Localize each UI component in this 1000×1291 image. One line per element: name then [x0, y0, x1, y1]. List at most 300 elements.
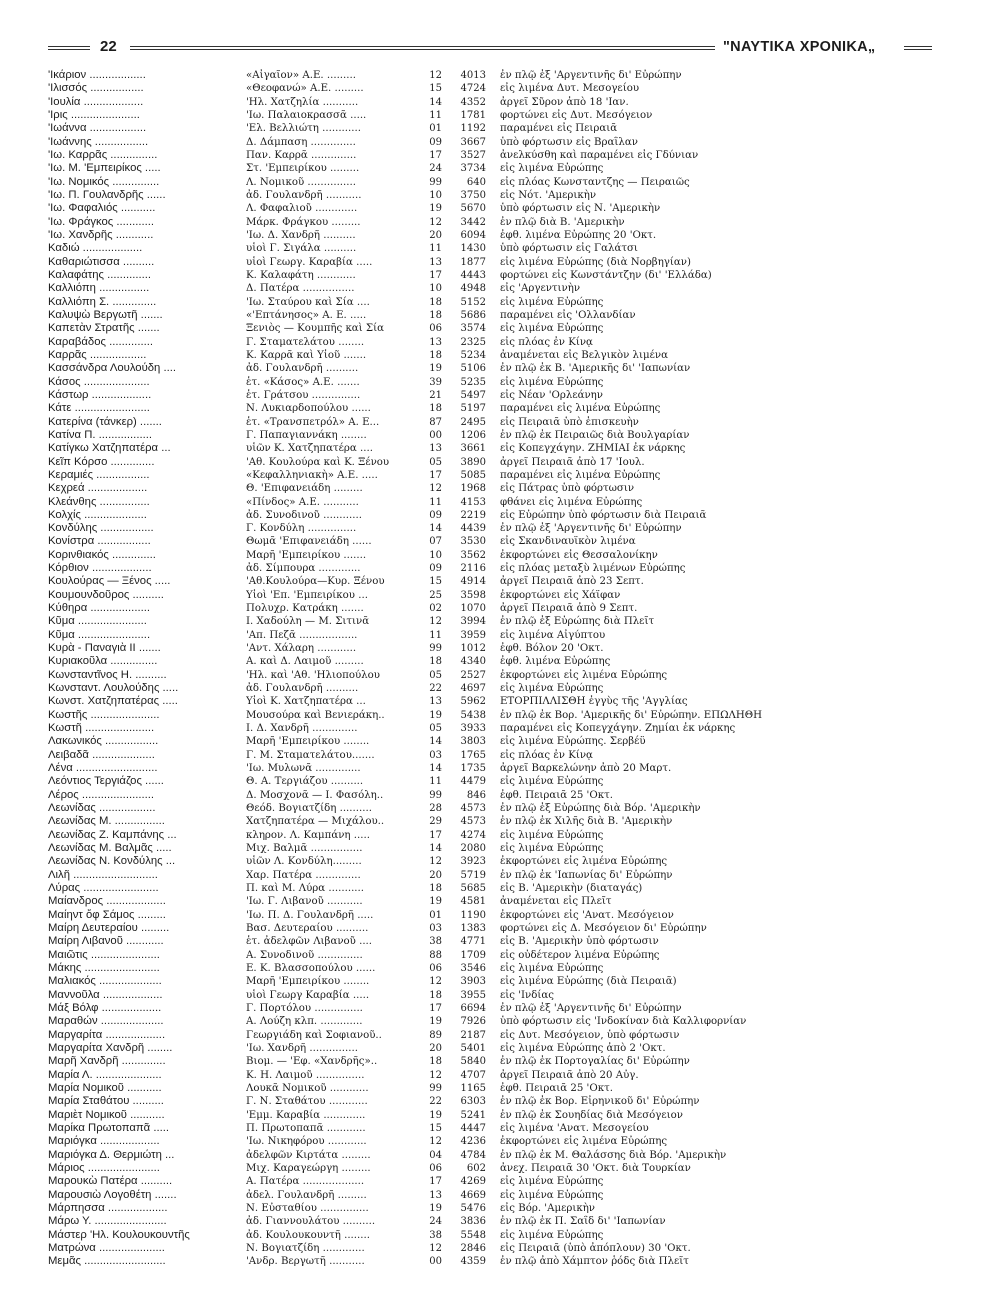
ship-tonnage: 4784 — [460, 1149, 486, 1161]
ship-name: Κεραμιές ................. — [48, 468, 150, 481]
ship-tonnage: 2846 — [460, 1242, 486, 1254]
ship-position: εἰς Βόρ. 'Αμερικὴν — [500, 1202, 596, 1214]
ship-entry-row — [48, 1122, 948, 1135]
ship-owner: «Πίνδος» Α.Ε. ........... — [246, 496, 359, 508]
ship-year: 39 — [429, 376, 442, 388]
ship-tonnage: 5685 — [460, 883, 486, 895]
header-rule-middle — [130, 46, 715, 50]
ship-name: Μαριὲτ Νομικοῦ ........... — [48, 1108, 165, 1121]
ship-year: 13 — [429, 336, 442, 348]
ship-entry-row — [48, 989, 948, 1002]
ship-name: 'Ιω. Φαφαλιός ........... — [48, 202, 156, 215]
ship-owner: ἑτ. «Κάσος» Α.Ε. ....... — [246, 376, 360, 388]
ship-entry-row — [48, 269, 948, 282]
ship-year: 24 — [429, 1216, 442, 1228]
ship-entry-row — [48, 1135, 948, 1148]
ship-position: ἐν πλῷ ἐκ 'Ιαπωνίας δι' Εὐρώπην — [500, 869, 673, 881]
ship-year: 14 — [429, 96, 442, 108]
ship-year: 17 — [429, 1002, 442, 1014]
ship-name: Μαραθών .................... — [48, 1015, 164, 1028]
ship-position: εἰς λιμένα Εὐρώπης — [500, 683, 604, 695]
ship-tonnage: 3890 — [460, 456, 486, 468]
ship-year: 18 — [429, 309, 442, 321]
ship-entry-row — [48, 1189, 948, 1202]
ship-year: 22 — [429, 1096, 442, 1108]
ship-position: ἐν πλῷ ἐκ Πορτογαλίας δι' Εὐρώπην — [500, 1056, 690, 1068]
ship-year: 18 — [429, 989, 442, 1001]
ship-year: 20 — [429, 869, 442, 881]
ship-position: εἰς λιμένα Εὐρώπης — [500, 829, 604, 841]
ship-name: Μαίηντ ὄφ Σάμος ......... — [48, 908, 166, 921]
ship-entry-row — [48, 975, 948, 988]
ship-owner: Δ. Δάμπαση .............. — [246, 136, 356, 148]
ship-entry-row — [48, 789, 948, 802]
ship-tonnage: 5840 — [460, 1056, 486, 1068]
ship-entry-row — [48, 762, 948, 775]
ship-year: 11 — [429, 243, 442, 255]
ship-name: Κουμουνδοῦρος .......... — [48, 588, 164, 601]
ship-tonnage: 4479 — [460, 776, 486, 788]
ship-entry-row — [48, 1215, 948, 1228]
ship-entry-row — [48, 282, 948, 295]
ship-tonnage: 1781 — [460, 109, 486, 121]
ship-name: Μαρῆ Χανδρῆ .............. — [48, 1055, 166, 1068]
ship-name: Κουλούρας — Ξένος ..... — [48, 575, 171, 588]
ship-tonnage: 640 — [466, 176, 486, 188]
ship-name: 'Ιω. Νομικός ............... — [48, 175, 160, 188]
ship-tonnage: 5719 — [460, 869, 486, 881]
ship-entry-row — [48, 615, 948, 628]
ship-name: Μαριόγκα ................... — [48, 1135, 160, 1148]
ship-tonnage: 5438 — [460, 709, 486, 721]
ship-entry-row — [48, 189, 948, 202]
ship-name: Κονίστρα ................. — [48, 535, 151, 548]
ship-position: ἐν πλῷ ἀπὸ Χάμπτον ῥόδς διὰ Πλεῖτ — [500, 1256, 689, 1268]
ship-position: εἰς λιμένα Εὐρώπης (διὰ Νορβηγίαν) — [500, 256, 691, 268]
ship-position: εἰς λιμένα Εὐρώπης — [500, 1229, 604, 1241]
ship-entry-row — [48, 682, 948, 695]
ship-position: ἐν πλῷ ἐκ Βορ. 'Αμερικῆς δι' Εὐρώπην. ΕΠΩΛΗΘΗ — [500, 709, 763, 721]
ship-entry-row — [48, 229, 948, 242]
ship-entry-row — [48, 1109, 948, 1122]
ship-tonnage: 6303 — [460, 1096, 486, 1108]
ship-tonnage: 4439 — [460, 523, 486, 535]
ship-position: εἰς λιμένα Εὐρώπης — [500, 1176, 604, 1188]
ship-position: ἐν πλῷ ἐξ 'Αργεντινῆς δι' Εὐρώπην — [500, 1002, 682, 1014]
ship-year: 24 — [429, 163, 442, 175]
ship-tonnage: 4724 — [460, 83, 486, 95]
ship-entry-row — [48, 642, 948, 655]
ship-owner: 'Ανδρ. Βεργωτῆ ........... — [246, 1256, 365, 1268]
ship-entry-row — [48, 496, 948, 509]
ship-owner: «Αἰγαῖον» Α.Ε. ......... — [246, 70, 356, 81]
ship-entry-row — [48, 149, 948, 162]
ship-entry-row — [48, 376, 948, 389]
ship-year: 13 — [429, 443, 442, 455]
ship-owner: 'Ελ. Βελλιώτη ............ — [246, 123, 361, 135]
ship-name: Μάστερ 'Ηλ. Κουλουκουντῆς — [48, 1228, 190, 1241]
page-number: 22 — [100, 38, 117, 55]
ship-year: 19 — [429, 1016, 442, 1028]
ship-position: παραμένει εἰς λιμένα Εὐρώπης — [500, 403, 661, 415]
ship-owner: ἀδ. Συνοδινοῦ ............ — [246, 509, 362, 521]
ship-position: ἐφθ. λιμένα Εὐρώπης 20 'Οκτ. — [500, 229, 657, 241]
ship-owner: Μάρκ. Φράγκου ......... — [246, 216, 361, 228]
ship-position: εἰς λιμένα Εὐρώπης — [500, 843, 604, 855]
ship-owner: ἑτ. «Τρανσπετρόλ» Α. Ε... — [246, 416, 380, 428]
ship-tonnage: 3442 — [460, 216, 486, 228]
ship-tonnage: 5085 — [460, 469, 486, 481]
ship-name: Κονδύλης ................. — [48, 522, 154, 535]
ship-entry-row — [48, 922, 948, 935]
ship-year: 01 — [429, 123, 442, 135]
ship-year: 12 — [429, 483, 442, 495]
ship-owner: Υἱοὶ Κ. Χατζηπατέρα ... — [246, 696, 366, 708]
ship-tonnage: 2080 — [460, 843, 486, 855]
ship-tonnage: 4352 — [460, 96, 486, 108]
ship-tonnage: 4771 — [460, 936, 486, 948]
ship-entry-row — [48, 695, 948, 708]
ship-position: εἰς Εὐρώπην ὑπὸ φόρτωσιν διὰ Πειραιᾶ — [500, 509, 707, 521]
ship-position: εἰς λιμένα Αἰγύπτου — [500, 629, 606, 641]
ship-owner: ἀδελ. Γουλανδρῆ ......... — [246, 1189, 367, 1201]
ship-entry-row — [48, 735, 948, 748]
ship-entry-row — [48, 336, 948, 349]
ship-year: 18 — [429, 1056, 442, 1068]
ship-name: Μαίρη Λιβανοῦ ............ — [48, 935, 164, 948]
ship-entry-row — [48, 589, 948, 602]
ship-year: 87 — [429, 416, 442, 428]
ship-position: εἰς 'Ινδίας — [500, 989, 554, 1001]
ship-tonnage: 1190 — [460, 909, 486, 921]
ship-name: Μαρία Λ. ..................... — [48, 1068, 162, 1081]
ship-tonnage: 4013 — [460, 70, 486, 81]
ship-tonnage: 3574 — [460, 323, 486, 335]
ship-entry-row — [48, 256, 948, 269]
ship-entry-row — [48, 122, 948, 135]
ship-year: 10 — [429, 283, 442, 295]
ship-year: 05 — [429, 456, 442, 468]
ship-owner: Π. Πρωτοπαπᾶ ............ — [246, 1122, 366, 1134]
ship-name: Λεωνίδας Μ. Βαλμᾶς ..... — [48, 842, 172, 855]
ship-entry-row — [48, 962, 948, 975]
ship-name: Κόρθιον ................... — [48, 562, 152, 575]
ship-year: 14 — [429, 763, 442, 775]
ship-year: 25 — [429, 589, 442, 601]
ship-owner: Βιομ. — 'Εφ. «Χανδρῆς».. — [246, 1056, 378, 1068]
ship-year: 12 — [429, 1069, 442, 1081]
ship-year: 05 — [429, 669, 442, 681]
ship-position: φορτώνει εἰς Κωνστάντζην (δι' 'Ελλάδα) — [500, 269, 712, 281]
ship-position: ἐν πλῷ ἐξ 'Αργεντινῆς δι' Εὐρώπην — [500, 70, 682, 81]
ship-year: 29 — [429, 816, 442, 828]
ship-position: εἰς λιμένα Εὐρώπης — [500, 296, 604, 308]
ship-name: Κασσάνδρα Λουλούδη .... — [48, 362, 177, 375]
ship-position: ἀνεχ. Πειραιᾶ 30 'Οκτ. διὰ Τουρκίαν — [500, 1162, 691, 1174]
ship-owner: Μαρῆ 'Εμπειρίκου ....... — [246, 549, 367, 561]
ship-owner: Μουσούρα καὶ Βενιεράκη.. — [246, 709, 385, 721]
ship-name: Μαρουκὼ Πατέρα .......... — [48, 1175, 173, 1188]
ship-position: ἐφθ. λιμένα Εὐρώπης — [500, 656, 611, 668]
ship-name: Καλαφάτης .............. — [48, 268, 152, 281]
ship-entry-row — [48, 895, 948, 908]
ship-name: 'Ιωάννα .................. — [48, 122, 147, 135]
ship-position: εἰς πλόας ἐν Κίνᾳ — [500, 336, 593, 348]
ship-name: Κωνσταντῖνος Η. .......... — [48, 668, 167, 681]
ship-entry-row — [48, 1042, 948, 1055]
ship-tonnage: 4447 — [460, 1122, 486, 1134]
ship-owner: Λ. Φαφαλιοῦ ............. — [246, 203, 358, 215]
ship-owner: Γ. Κονδύλη ............... — [246, 523, 357, 535]
ship-year: 19 — [429, 1109, 442, 1121]
ship-tonnage: 3750 — [460, 189, 486, 201]
ship-name: 'Ιωάννης ................. — [48, 135, 149, 148]
ship-year: 88 — [429, 949, 442, 961]
ship-position: ΕΤΟΡΠΙΛΛΙΣΘΗ ἐγγὺς τῆς 'Αγγλίας — [500, 696, 688, 708]
ship-owner: Α. Πατέρα ................... — [246, 1176, 365, 1188]
ship-owner: 'Ιω. Σταύρου καὶ Σία .... — [246, 296, 370, 308]
ship-entry-row — [48, 829, 948, 842]
ship-year: 00 — [429, 1256, 442, 1268]
ship-position: ἐφθ. Βόλον 20 'Οκτ. — [500, 643, 604, 655]
ship-tonnage: 5152 — [460, 296, 486, 308]
ship-tonnage: 4359 — [460, 1256, 486, 1268]
ship-owner: Ν. Εὐσταθίου ............... — [246, 1202, 369, 1214]
ship-tonnage: 2116 — [460, 563, 486, 575]
ship-name: Κατίνα Π. ................. — [48, 428, 153, 441]
ship-name: Κυρὰ - Παναγιὰ ΙΙ ....... — [48, 642, 161, 655]
ship-owner: 'Αντ. Χάλαρη ............ — [246, 643, 357, 655]
ship-tonnage: 3803 — [460, 736, 486, 748]
ship-owner: 'Ιω. Χανδρῆ ............... — [246, 1042, 358, 1054]
ship-year: 17 — [429, 269, 442, 281]
ship-position: ἐκφορτώνει εἰς λιμένα Εὐρώπης — [500, 856, 668, 868]
ship-tonnage: 4914 — [460, 576, 486, 588]
ship-entry-row — [48, 815, 948, 828]
ship-name: Μαργαρίτα ................... — [48, 1028, 166, 1041]
ship-entry-row — [48, 802, 948, 815]
ship-name: 'Ιουλία ................... — [48, 95, 144, 108]
ship-tonnage: 7926 — [460, 1016, 486, 1028]
ship-tonnage: 5497 — [460, 389, 486, 401]
ship-position: ὑπὸ φόρτωσιν εἰς Βραΐλαν — [500, 136, 638, 148]
ship-owner: Δ. Μοσχονᾶ — Ι. Φασόλη.. — [246, 789, 384, 801]
ship-entry-row — [48, 1015, 948, 1028]
ship-owner: υἱοὶ Γεωργ. Καραβία ..... — [246, 256, 373, 268]
ship-name: Μαιῶτις ...................... — [48, 948, 160, 961]
ship-owner: 'Ιω. Νικηφόρου ............ — [246, 1136, 367, 1148]
ship-name: Μεμᾶς .......................... — [48, 1255, 166, 1268]
ship-tonnage: 1968 — [460, 483, 486, 495]
ship-year: 15 — [429, 83, 442, 95]
ship-entry-row — [48, 509, 948, 522]
ship-tonnage: 3598 — [460, 589, 486, 601]
ship-name: Κολχίς .................... — [48, 508, 147, 521]
ship-tonnage: 6694 — [460, 1002, 486, 1014]
ship-position: ἐν πλῷ ἐξ Εὐρώπης διὰ Πλεῖτ — [500, 616, 655, 628]
ship-name: Κάσος ..................... — [48, 375, 150, 388]
ship-owner: Ν. Λυκιαρδοπούλου ...... — [246, 403, 371, 415]
ship-owner: 'Ηλ. Χατζηλία ........... — [246, 96, 359, 108]
ship-tonnage: 1430 — [460, 243, 486, 255]
ship-owner: Μιχ. Βαλμᾶ ................ — [246, 843, 363, 855]
ship-owner: Ι. Δ. Χανδρῆ .............. — [246, 723, 358, 735]
ship-tonnage: 4573 — [460, 816, 486, 828]
ship-year: 12 — [429, 1242, 442, 1254]
ship-position: εἰς πλόας Κωνσταντζης — Πειραιῶς — [500, 176, 690, 188]
ship-year: 11 — [429, 496, 442, 508]
ship-tonnage: 5235 — [460, 376, 486, 388]
ship-year: 12 — [429, 70, 442, 81]
ship-owner: 'Εμμ. Καραβία ............. — [246, 1109, 366, 1121]
ship-position: εἰς λιμένα Εὐρώπης — [500, 376, 604, 388]
ship-year: 00 — [429, 429, 442, 441]
ship-position: ἐκφορτώνει εἰς λιμένα Εὐρώπης — [500, 1136, 668, 1148]
ship-entry-row — [48, 1002, 948, 1015]
ship-owner: «Κεφαλληνιακὴ» Α.Ε. ..... — [246, 469, 378, 481]
ship-name: Λεωνίδας Ζ. Καμπάνης ... — [48, 828, 177, 841]
ship-name: Λακωνικός ................. — [48, 735, 159, 748]
ship-position: εἰς λιμένα Εὐρώπης ἀπὸ 2 'Οκτ. — [500, 1042, 666, 1054]
ship-tonnage: 4573 — [460, 803, 486, 815]
ship-year: 09 — [429, 563, 442, 575]
ship-entry-row — [48, 389, 948, 402]
ship-owner: 'Ιω. Μυλωνᾶ .............. — [246, 763, 361, 775]
ship-position: ἐν πλῷ ἐκ Σουηδίας διὰ Μεσόγειον — [500, 1109, 683, 1121]
ship-tonnage: 1383 — [460, 923, 486, 934]
ship-owner: Μαρῆ 'Εμπειρίκου ........ — [246, 736, 370, 748]
ship-name: Λένα .......................... — [48, 762, 158, 775]
ship-tonnage: 4697 — [460, 683, 486, 695]
page-header — [48, 36, 932, 58]
ship-owner: Θ. Α. Τεργιάζου .......... — [246, 776, 364, 788]
ship-tonnage: 4948 — [460, 283, 486, 295]
ship-year: 38 — [429, 936, 442, 948]
ship-year: 03 — [429, 923, 442, 934]
ship-entry-row — [48, 69, 948, 82]
ship-position: φορτώνει εἰς Δ. Μεσόγειον δι' Εὐρώπην — [500, 923, 707, 934]
ship-position: εἰς Δυτ. Μεσόγειον, ὑπὸ φόρτωσιν — [500, 1029, 680, 1041]
ship-owner: Ν. Βογιατζίδη ............. — [246, 1242, 365, 1254]
ship-owner: Χαρ. Πατέρα .............. — [246, 869, 361, 881]
ship-tonnage: 4236 — [460, 1136, 486, 1148]
ship-year: 19 — [429, 896, 442, 908]
ship-position: εἰς Β. 'Αμερικὴν (διαταγάς) — [500, 883, 643, 895]
ship-owner: κληρον. Λ. Καμπάνη ..... — [246, 829, 370, 841]
ship-entry-row — [48, 935, 948, 948]
ship-owner: Ι. Χαδούλη — Μ. Σιτινᾶ — [246, 616, 370, 628]
ship-owner: Κ. Η. Λαιμοῦ ............... — [246, 1069, 365, 1081]
ship-position: ἐκφορτώνει εἰς Χάϊφαν — [500, 589, 621, 601]
header-rule-left — [48, 46, 90, 50]
ship-entry-row — [48, 749, 948, 762]
ship-year: 19 — [429, 709, 442, 721]
ship-year: 18 — [429, 883, 442, 895]
ship-position: εἰς λιμένα Εὐρώπης — [500, 163, 604, 175]
ship-owner: Βασ. Δευτεραίου .......... — [246, 923, 369, 934]
ship-entry-row — [48, 882, 948, 895]
ship-entry-row — [48, 1255, 948, 1268]
ship-entry-row — [48, 869, 948, 882]
ship-name: Κεχρεά ................... — [48, 482, 148, 495]
ship-name: Μάξ Βόλφ ................... — [48, 1001, 162, 1014]
ship-name: Μαίρη Δευτεραίου ......... — [48, 922, 170, 934]
ship-position: εἰς 'Αργεντινὴν — [500, 283, 581, 295]
ship-position: ἐν πλῷ ἐξ Εὐρώπης διὰ Βόρ. 'Αμερικὴν — [500, 803, 701, 815]
ship-year: 38 — [429, 1229, 442, 1241]
ship-name: Καλλιόπη Σ. .............. — [48, 295, 157, 308]
ship-tonnage: 3836 — [460, 1216, 486, 1228]
ship-name: Καδιώ ................... — [48, 242, 143, 255]
ship-position: φθάνει εἰς λιμένα Εὐρώπης — [500, 496, 643, 508]
ship-owner: Γ. Παπαγιαννάκη ........ — [246, 429, 367, 441]
ship-owner: Γ. Ν. Σταθάτου ............ — [246, 1096, 368, 1108]
ship-name: Κωστῆ ...................... — [48, 722, 155, 735]
ship-entry-row — [48, 1095, 948, 1108]
ship-year: 14 — [429, 843, 442, 855]
ship-year: 18 — [429, 656, 442, 668]
ship-position: εἰς Νότ. 'Αμερικὴν — [500, 189, 597, 201]
ship-name: Κῦμα ....................... — [48, 628, 151, 641]
ship-name: Μαρουσιὼ Λογοθέτη ....... — [48, 1188, 177, 1201]
ship-position: ἐν πλῷ ἐκ Μ. Θαλάσσης διὰ Βόρ. 'Αμερικὴν — [500, 1149, 727, 1161]
ship-owner: υἱῶν Κ. Χατζηπατέρα .... — [246, 443, 373, 455]
ship-name: Ματρώνα ..................... — [48, 1241, 165, 1254]
ship-year: 06 — [429, 962, 442, 974]
ship-position: εἰς Σκανδιναυϊκὸν λιμένα — [500, 536, 636, 548]
ship-entry-row — [48, 216, 948, 229]
ship-year: 19 — [429, 203, 442, 215]
ship-year: 28 — [429, 803, 442, 815]
ship-year: 06 — [429, 323, 442, 335]
ship-year: 89 — [429, 1029, 442, 1041]
ship-entry-row — [48, 296, 948, 309]
ship-year: 99 — [429, 789, 442, 801]
ship-year: 06 — [429, 1162, 442, 1174]
ship-year: 11 — [429, 109, 442, 121]
ship-position: ἐν πλῷ ἐκ Πειραιῶς διὰ Βουλγαρίαν — [500, 429, 690, 441]
ship-position: εἰς Πάτρας ὑπὸ φόρτωσιν — [500, 483, 635, 495]
ship-register-list — [48, 69, 948, 1269]
ship-position: εἰς λιμένα Εὐρώπης — [500, 1189, 604, 1201]
ship-position: εἰς λιμένα Εὐρώπης — [500, 776, 604, 788]
ship-owner: Θ. 'Επιφανειάδη ......... — [246, 483, 363, 495]
ship-entry-row — [48, 669, 948, 682]
ship-owner: Γ. Σταματελάτου ........ — [246, 336, 365, 348]
ship-tonnage: 4443 — [460, 269, 486, 281]
ship-entry-row — [48, 549, 948, 562]
ship-position: ἀναμένεται εἰς Βελγικὸν λιμένα — [500, 349, 668, 361]
ship-tonnage: 2527 — [460, 669, 486, 681]
ship-entry-row — [48, 456, 948, 469]
ship-owner: Α. Συνοδινοῦ .............. — [246, 949, 363, 961]
ship-position: εἰς Πειραιᾶ ὑπὸ ἐπισκευὴν — [500, 416, 639, 428]
ship-name: Μάριος ....................... — [48, 1161, 160, 1174]
ship-entry-row — [48, 469, 948, 482]
ship-year: 04 — [429, 1149, 442, 1161]
ship-position: ἀργεῖ Πειραιᾶ ἀπὸ 20 Αὐγ. — [500, 1069, 639, 1081]
ship-year: 03 — [429, 749, 442, 761]
ship-owner: Γ. Πορτόλου ............... — [246, 1002, 363, 1014]
ship-entry-row — [48, 322, 948, 335]
ship-name: Μάκης ........................ — [48, 961, 160, 974]
ship-entry-row — [48, 1202, 948, 1215]
ship-position: παραμένει εἰς 'Ολλανδίαν — [500, 309, 636, 321]
ship-year: 13 — [429, 1189, 442, 1201]
ship-owner: ἑτ. Γράτσου ............... — [246, 389, 361, 401]
ship-tonnage: 1206 — [460, 429, 486, 441]
ship-tonnage: 1709 — [460, 949, 486, 961]
